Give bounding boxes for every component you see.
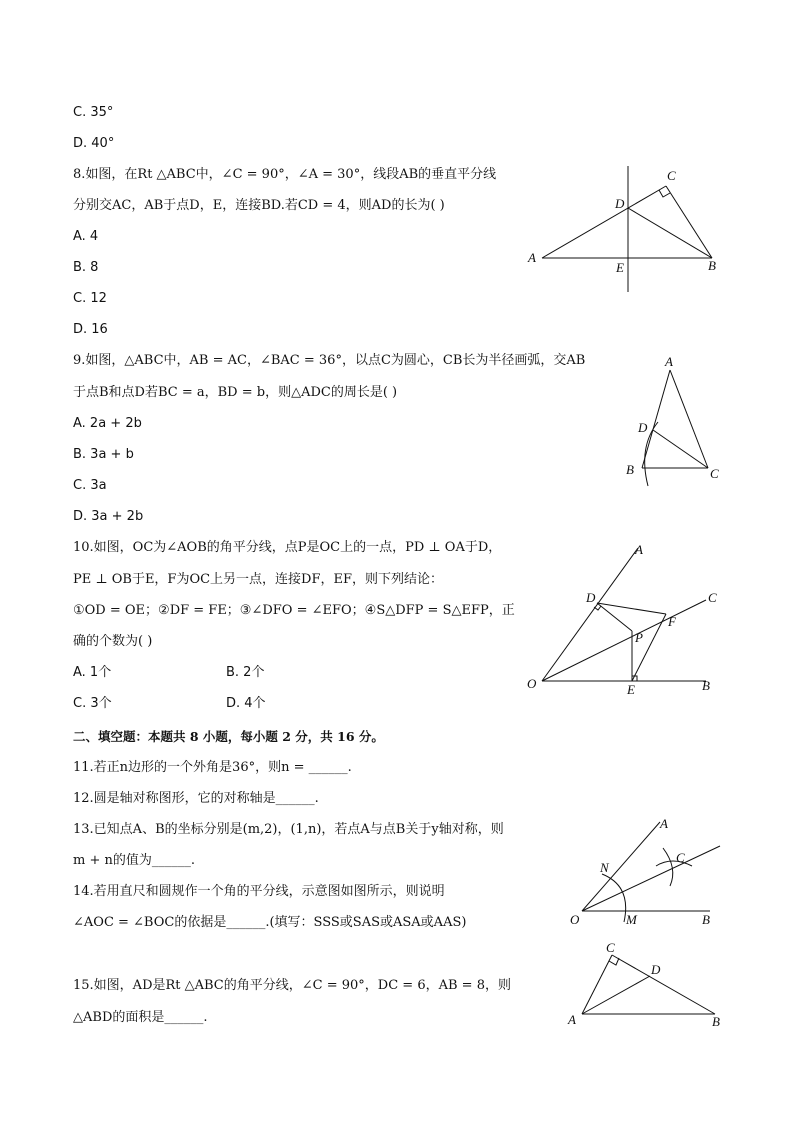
q10-label-a: A	[635, 542, 643, 557]
q9-label-d: D	[638, 420, 648, 435]
q10-label-b: B	[702, 678, 710, 693]
q9-stem-line2: 于点B和点D若BC = a，BD = b，则△ADC的周长是( )	[73, 385, 398, 400]
q10-right-angle-d	[594, 606, 601, 610]
q15-line1: 15.如图，AD是Rt △ABC的角平分线，∠C = 90°，DC = 6，AB = 8，则	[73, 978, 511, 993]
q8-right-angle-mark	[659, 190, 670, 197]
q10-option-b: B. 2个	[226, 665, 265, 680]
q8-label-a: A	[528, 250, 536, 265]
q8-option-d: D. 16	[73, 322, 108, 337]
q9-stem-line1: 9.如图，△ABC中，AB = AC，∠BAC = 36°，以点C为圆心，CB长为半径画弧，交AB	[73, 353, 586, 368]
q10-segment-fe	[632, 614, 666, 681]
q15-line2: △ABD的面积是______.	[73, 1010, 208, 1025]
q10-label-p: P	[635, 630, 643, 645]
q8-option-b: B. 8	[73, 260, 99, 275]
q7-option-d: D. 40°	[73, 136, 115, 151]
q8-option-c: C. 12	[73, 291, 107, 306]
q10-label-f: F	[668, 614, 676, 629]
q14-line2: ∠AOC = ∠BOC的依据是______.(填写：SSS或SAS或ASA或AAS)	[73, 915, 467, 930]
q9-label-c: C	[710, 466, 719, 481]
q10-option-a: A. 1个	[73, 665, 112, 680]
q8-segment-db	[628, 208, 712, 258]
q10-label-d: D	[586, 590, 596, 605]
q8-stem-line2: 分别交AC，AB于点D，E，连接BD.若CD = 4，则AD的长为( )	[73, 198, 445, 213]
q15-label-b: B	[712, 1014, 720, 1029]
q14-label-o: O	[570, 912, 580, 927]
q14-label-c: C	[676, 850, 685, 865]
q8-label-e: E	[616, 260, 624, 275]
q9-segment-ab	[642, 370, 670, 468]
q9-option-a: A. 2a + 2b	[73, 416, 142, 431]
q15-label-d: D	[651, 962, 661, 977]
q9-figure	[620, 352, 730, 487]
q10-segment-df	[597, 603, 666, 614]
q9-segment-ac	[670, 370, 708, 468]
q10-label-e: E	[627, 682, 635, 697]
q10-option-d: D. 4个	[226, 696, 266, 711]
q14-label-b: B	[702, 912, 710, 927]
q8-figure	[520, 160, 730, 300]
q10-option-c: C. 3个	[73, 696, 112, 711]
q11-text: 11.若正n边形的一个外角是36°，则n = ______.	[73, 760, 352, 775]
q9-option-c: C. 3a	[73, 478, 107, 493]
q8-segment-cb	[666, 186, 712, 258]
q15-segment-cb	[612, 955, 715, 1014]
q10-stem-line1: 10.如图，OC为∠AOB的角平分线，点P是OC上的一点，PD ⊥ OA于D，	[73, 540, 502, 555]
q14-label-n: N	[600, 860, 609, 875]
q8-label-c: C	[667, 168, 676, 183]
q8-stem-line1: 8.如图，在Rt △ABC中，∠C = 90°，∠A = 30°，线段AB的垂直平分线	[73, 167, 497, 182]
q14-ray-oc	[582, 846, 720, 911]
q10-figure	[520, 540, 730, 700]
q15-label-c: C	[606, 940, 615, 955]
q14-line1: 14.若用直尺和圆规作一个角的平分线，示意图如图所示，则说明	[73, 884, 445, 899]
q9-option-b: B. 3a + b	[73, 447, 134, 462]
q7-option-c: C. 35°	[73, 105, 114, 120]
q8-label-b: B	[708, 258, 716, 273]
q15-figure	[560, 938, 730, 1033]
q8-label-d: D	[615, 196, 625, 211]
q14-ray-oa	[582, 822, 660, 911]
q10-label-o: O	[527, 676, 537, 691]
q10-stem-line4: 确的个数为( )	[73, 634, 153, 649]
q10-ray-oa	[542, 548, 638, 681]
q10-segment-dp	[597, 603, 632, 631]
q8-segment-ac	[542, 186, 666, 258]
q14-label-a: A	[660, 816, 668, 831]
q10-ray-oc	[542, 600, 706, 681]
section2-heading: 二、填空题：本题共 8 小题，每小题 2 分，共 16 分。	[73, 729, 384, 744]
q13-line1: 13.已知点A、B的坐标分别是(m,2)，(1,n)，若点A与点B关于y轴对称，则	[73, 822, 504, 837]
q9-label-a: A	[665, 354, 673, 369]
q14-label-m: M	[626, 912, 637, 927]
q13-line2: m + n的值为______.	[73, 853, 195, 868]
q10-stem-line2: PE ⊥ OB于E，F为OC上另一点，连接DF，EF，则下列结论：	[73, 572, 444, 587]
q8-option-a: A. 4	[73, 229, 99, 244]
q14-compass-arc-mn	[602, 874, 626, 922]
q14-compass-arc-c1	[663, 848, 673, 886]
q14-figure	[560, 808, 730, 933]
q9-segment-dc	[653, 430, 708, 468]
q9-label-b: B	[626, 462, 634, 477]
q10-label-c: C	[708, 590, 717, 605]
q9-option-d: D. 3a + 2b	[73, 509, 144, 524]
q10-stem-line3: ①OD = OE；②DF = FE；③∠DFO = ∠EFO；④S△DFP = S△EFP，正	[73, 603, 515, 618]
q15-label-a: A	[568, 1012, 576, 1027]
q12-text: 12.圆是轴对称图形，它的对称轴是______.	[73, 791, 319, 806]
